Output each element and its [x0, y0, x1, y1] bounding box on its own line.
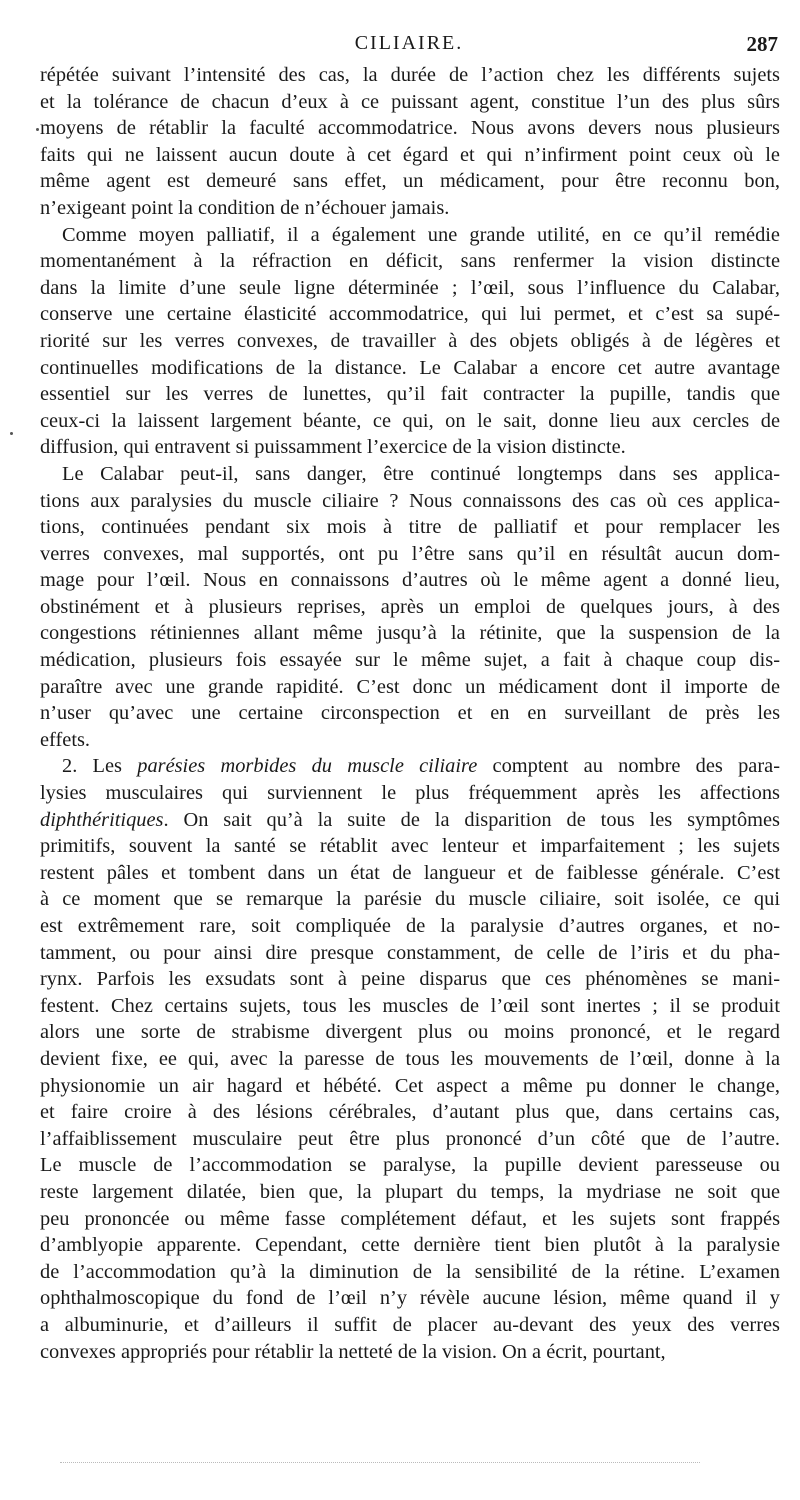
- text-line: restent pâles et tombent dans un état de langueur et de faiblesse générale. C’est: [40, 861, 780, 884]
- text-line: 2. Les parésies morbides du muscle ciliaire comptent au nombre des para-: [62, 755, 780, 778]
- text-line: diphthéritiques. On sait qu’à la suite de la disparition de tous les symptômes: [40, 808, 780, 831]
- text-line: n’user qu’avec une certaine circonspection et en en surveillant de près les: [40, 702, 780, 725]
- bottom-bleed-through: [60, 1462, 700, 1469]
- text-line: et la tolérance de chacun d’eux à ce puissant agent, constitue l’un des plus sûrs: [40, 90, 780, 113]
- text-line: ophthalmoscopique du fond de l’œil n’y révèle aucune lésion, même quand il y: [40, 1287, 780, 1310]
- text-line: primitifs, souvent la santé se rétablit avec lenteur et imparfaitement ; les sujets: [40, 835, 780, 858]
- text-line: congestions rétiniennes allant même jusqu’à la rétinite, que la suspension de la: [40, 622, 780, 645]
- text-line: moyens de rétablir la faculté accommodatrice. Nous avons devers nous plusieurs: [40, 117, 780, 140]
- text-line: de l’accommodation qu’à la diminution de la sensibilité de la rétine. L’examen: [40, 1260, 780, 1283]
- text-line: physionomie un air hagard et hébété. Cet aspect a même pu donner le change,: [40, 1074, 780, 1097]
- text-line: riorité sur les verres convexes, de travailler à des objets obligés à de légères et: [40, 329, 780, 352]
- text-line: paraître avec une grande rapidité. C’est donc un médicament dont il importe de: [40, 675, 780, 698]
- text-line: conserve une certaine élasticité accommodatrice, qui lui permet, et c’est sa supé-: [40, 303, 780, 326]
- text-line: verres convexes, mal supportés, ont pu l’être sans qu’il en résultât aucun dom-: [40, 542, 780, 565]
- text-line: dans la limite d’une seule ligne déterminée ; l’œil, sous l’influence du Calabar,: [40, 276, 780, 299]
- margin-speck: [36, 128, 39, 131]
- text-line: obstinément et à plusieurs reprises, après un emploi de quelques jours, à des: [40, 595, 780, 618]
- text-line: l’affaiblissement musculaire peut être plus prononcé d’un côté que de l’autre.: [40, 1127, 780, 1150]
- text-line: et faire croire à des lésions cérébrales, d’autant plus que, dans certains cas,: [40, 1101, 780, 1124]
- text-line: essentiel sur les verres de lunettes, qu’il fait contracter la pupille, tandis que: [40, 383, 780, 406]
- margin-speck: [10, 432, 13, 435]
- text-line: festent. Chez certains sujets, tous les muscles de l’œil sont inertes ; il se produit: [40, 994, 780, 1017]
- text-line: faits qui ne laissent aucun doute à cet égard et qui n’infirment point ceux où le: [40, 143, 780, 166]
- text-line: rynx. Parfois les exsudats sont à peine disparus que ces phénomènes se mani-: [40, 968, 780, 991]
- paragraph: [40, 222, 780, 461]
- text-line: à ce moment que se remarque la parésie du muscle ciliaire, soit isolée, ce qui: [40, 888, 780, 911]
- text-line: lysies musculaires qui surviennent le plus fréquemment après les affections: [40, 782, 780, 805]
- text-line: reste largement dilatée, bien que, la plupart du temps, la mydriase ne soit que: [40, 1180, 780, 1203]
- paragraph: [40, 461, 780, 754]
- text-line: momentanément à la réfraction en déficit, sans renfermer la vision distincte: [40, 250, 780, 273]
- text-line: même agent est demeuré sans effet, un médicament, pour être reconnu bon,: [40, 170, 780, 193]
- text-line: répétée suivant l’intensité des cas, la durée de l’action chez les différents sujets: [40, 64, 780, 86]
- body-text: [40, 62, 780, 1365]
- text-line: diffusion, qui entravent si puissamment l’exercice de la vision distincte.: [40, 436, 626, 459]
- text-line: peu prononcée ou même fasse complétement défaut, et les sujets sont frappés: [40, 1207, 780, 1230]
- text-line: tions, continuées pendant six mois à titre de palliatif et pour remplacer les: [40, 516, 780, 539]
- text-line: continuelles modifications de la distance. Le Calabar a encore cet autre avantage: [40, 356, 780, 379]
- text-line: a albuminurie, et d’ailleurs il suffit de placer au-devant des yeux des verres: [40, 1313, 780, 1336]
- paragraph: [40, 753, 780, 1365]
- text-line: effets.: [40, 728, 91, 751]
- text-line: Le Calabar peut-il, sans danger, être continué longtemps dans ses applica-: [62, 462, 780, 485]
- text-line: médication, plusieurs fois essayée sur le même sujet, a fait à chaque coup dis-: [40, 649, 780, 672]
- text-line: mage pour l’œil. Nous en connaissons d’autres où le même agent a donné lieu,: [40, 569, 780, 592]
- text-line: convexes appropriés pour rétablir la netteté de la vision. On a écrit, pourtant,: [40, 1340, 666, 1363]
- text-line: d’amblyopie apparente. Cependant, cette dernière tient bien plutôt à la paralysie: [40, 1234, 780, 1257]
- running-head: [40, 28, 778, 58]
- page-number: 287: [746, 32, 778, 56]
- text-line: ceux-ci la laissent largement béante, ce qui, on le sait, donne lieu aux cercles de: [40, 409, 780, 432]
- text-line: Comme moyen palliatif, il a également une grande utilité, en ce qu’il remédie: [62, 223, 780, 246]
- page-title: CILIAIRE.: [354, 32, 464, 54]
- text-line: n’exigeant point la condition de n’échouer jamais.: [40, 196, 450, 219]
- text-line: Le muscle de l’accommodation se paralyse, la pupille devient paresseuse ou: [40, 1154, 780, 1177]
- text-line: tions aux paralysies du muscle ciliaire ? Nous connaissons des cas où ces applica-: [40, 489, 780, 512]
- paragraph: [40, 62, 780, 222]
- text-line: tamment, ou pour ainsi dire presque constamment, de celle de l’iris et du pha-: [40, 941, 780, 964]
- text-line: devient fixe, ee qui, avec la paresse de tous les mouvements de l’œil, donne à la: [40, 1047, 780, 1070]
- text-line: est extrêmement rare, soit compliquée de la paralysie d’autres organes, et no-: [40, 915, 780, 937]
- text-line: alors une sorte de strabisme divergent plus ou moins prononcé, et le regard: [40, 1021, 780, 1044]
